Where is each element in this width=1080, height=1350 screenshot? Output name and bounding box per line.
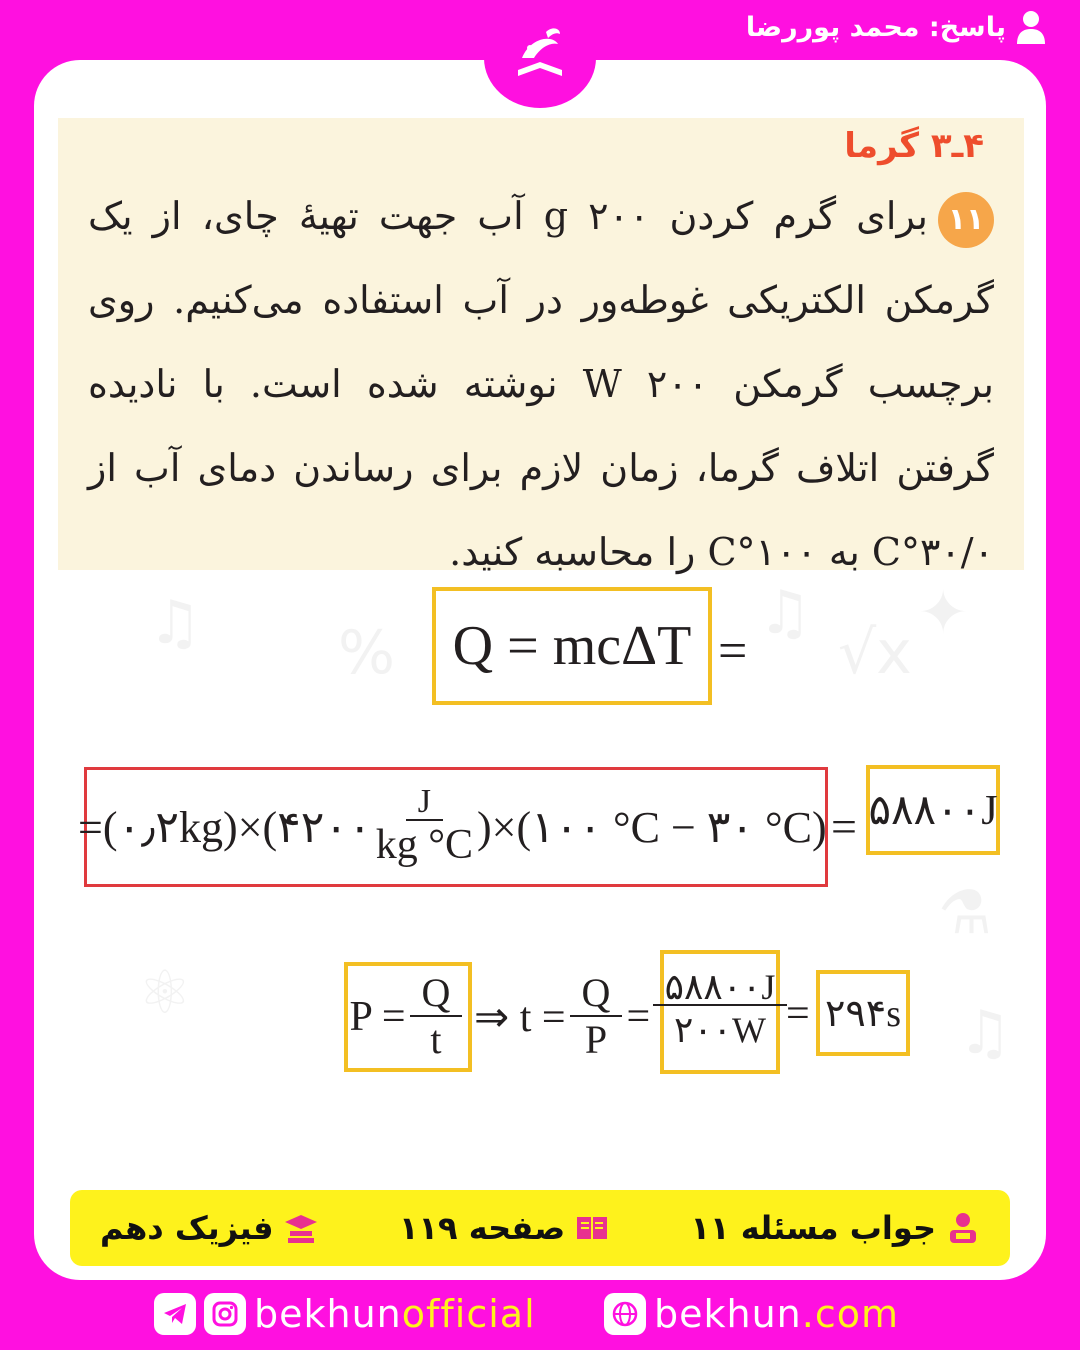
graduation-cap-icon <box>284 1211 318 1245</box>
logo-icon <box>500 18 580 98</box>
time-denominator: P <box>584 1017 608 1062</box>
instagram-icon[interactable] <box>204 1293 246 1335</box>
book-info <box>100 1209 318 1247</box>
content-card <box>34 60 1046 1280</box>
handle-suffix: official <box>401 1292 536 1336</box>
time-derivation <box>474 965 650 1069</box>
problem-info <box>691 1209 981 1247</box>
atom-icon: ⚛ <box>138 958 192 1028</box>
result-equals: = <box>786 991 810 1037</box>
unit-numerator: J <box>406 785 443 821</box>
time-equals: = <box>626 994 651 1040</box>
website-url[interactable] <box>654 1292 899 1336</box>
music-note-icon: ♫ <box>958 998 1012 1068</box>
power-denominator: t <box>430 1017 442 1062</box>
star-icon: ✦ <box>918 578 969 648</box>
value-numerator: ۵۸۸۰۰J <box>653 970 788 1006</box>
answer-author <box>746 10 1046 44</box>
unit-denominator: kg °C <box>375 822 474 868</box>
site-suffix: .com <box>801 1292 900 1336</box>
book-open-icon <box>575 1211 609 1245</box>
value-fraction-box <box>660 950 780 1074</box>
formula-equals: = <box>718 623 748 680</box>
calc-equals: = <box>831 801 857 852</box>
flask-icon: ⚗ <box>938 878 992 948</box>
telegram-icon[interactable] <box>154 1293 196 1335</box>
problem-statement <box>88 174 994 594</box>
power-numerator: Q <box>410 971 463 1017</box>
time-result: ۲۹۴s <box>816 970 910 1056</box>
user-icon <box>1016 10 1046 44</box>
globe-icon[interactable] <box>604 1293 646 1335</box>
teacher-icon <box>946 1211 980 1245</box>
problem-info-label: جواب مسئله ۱۱ <box>690 1209 936 1247</box>
problem-text: برای گرم کردن g ۲۰۰ آب جهت تهیهٔ چای، از یک گرمکن الکتریکی غوطه‌ور در آب استفاده می‌کنیم. روی برچسب گرمکن W ۲۰۰ نوشته شده است. با نادیده گرفتن اتلاف گرما، زمان لازم برای رساندن دمای آب از ۳۰/۰°C به ۱۰۰°C را محاسبه کنید. <box>88 194 994 574</box>
social-handle[interactable] <box>254 1292 536 1336</box>
music-note-icon: ♫ <box>148 588 202 658</box>
unit-fraction <box>376 785 473 869</box>
section-title: ۴ـ۳ گرما <box>844 126 984 166</box>
handle-main: bekhun <box>254 1292 402 1336</box>
value-fraction <box>653 967 788 1054</box>
info-bar <box>70 1190 1010 1266</box>
instagram-telegram-handle[interactable] <box>154 1292 536 1336</box>
power-lhs: P = <box>349 994 406 1040</box>
sqrt-icon: √x <box>838 618 912 688</box>
power-fraction <box>410 971 463 1063</box>
percent-icon: % <box>338 618 396 688</box>
time-fraction <box>570 971 623 1063</box>
calc-lead: =(۰٫۲kg)×(۴۲۰۰ <box>78 802 372 852</box>
book-info-label: فیزیک دهم <box>100 1209 274 1247</box>
calc-tail: )×(۱۰۰ °C − ۳۰ °C) <box>477 802 827 852</box>
power-formula-box <box>344 962 472 1072</box>
answer-author-label: پاسخ: محمد پوررضا <box>745 11 1006 43</box>
bekhun-logo <box>484 8 596 108</box>
heat-result: ۵۸۸۰۰J <box>866 765 1000 855</box>
page-info <box>399 1209 609 1247</box>
music-note-icon: ♫ <box>758 578 812 648</box>
heat-calculation <box>78 767 828 887</box>
website-link[interactable] <box>604 1292 899 1336</box>
problem-number-badge: ۱۱ <box>938 192 994 248</box>
problem-box <box>58 118 1024 574</box>
implies-t: ⇒ t = <box>474 995 566 1041</box>
formula-box: Q = mcΔT <box>432 587 712 705</box>
social-links <box>0 1292 1080 1342</box>
page-info-label: صفحه ۱۱۹ <box>398 1209 566 1247</box>
time-numerator: Q <box>570 971 623 1017</box>
site-main: bekhun <box>654 1292 802 1336</box>
value-denominator: ۲۰۰W <box>674 1010 766 1050</box>
